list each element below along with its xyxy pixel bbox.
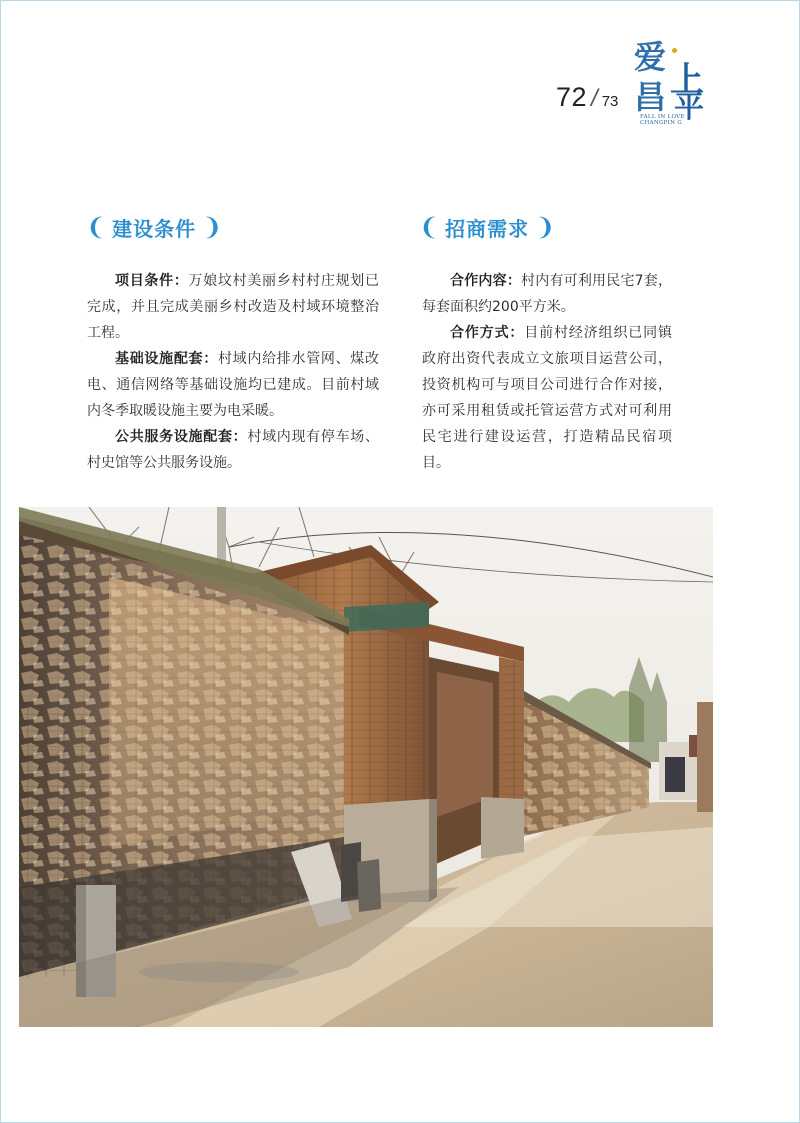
- paragraph-project-conditions: [87, 268, 379, 346]
- logo-english-line-1: FALL IN LOVE: [640, 114, 685, 120]
- bracket-right-icon: ❩: [535, 213, 556, 241]
- section-heading-conditions: [86, 212, 222, 242]
- logo-english: [640, 114, 685, 126]
- page-number-left: 72: [556, 82, 588, 112]
- bracket-left-icon: ❨: [86, 213, 107, 241]
- page-number: [556, 82, 618, 113]
- page-number-right: 73: [601, 93, 619, 110]
- paragraph-infrastructure: [87, 346, 379, 424]
- photo-illustration: [19, 507, 713, 1027]
- paragraph-cooperation-method: [422, 320, 672, 476]
- logo-english-line-2: CHANGPIN G: [640, 120, 683, 126]
- bracket-left-icon: ❨: [419, 213, 440, 241]
- paragraph-text: 村域内给排水管网、煤改电、通信网络等基础设施均已建成。目前村域内冬季取暖设施主要为电采暖。: [87, 351, 380, 419]
- section-title: 建设条件: [112, 216, 197, 241]
- bracket-right-icon: ❩: [202, 213, 223, 241]
- brand-logo: [634, 30, 716, 126]
- paragraph-text: 村内有可利用民宅7套，每套面积约200平方米。: [422, 273, 672, 315]
- logo-char-2: 上: [670, 60, 704, 100]
- logo-char-3: 昌: [634, 78, 667, 116]
- paragraph-public-services: [87, 424, 379, 476]
- paragraph-label: 合作内容：: [450, 273, 522, 289]
- page-number-separator: /: [591, 85, 598, 112]
- section-heading-investment: [419, 212, 555, 242]
- paragraph-text: 目前村经济组织已同镇政府出资代表成立文旅项目运营公司，投资机构可与项目公司进行合作对接，亦可采用租赁或托管运营方式对可利用民宅进行建设运营，打造精品民宿项目。: [422, 325, 673, 471]
- paragraph-cooperation-content: [422, 268, 672, 320]
- right-column: [422, 268, 672, 476]
- section-title: 招商需求: [445, 216, 530, 241]
- logo-char-1: 爱: [634, 38, 667, 76]
- village-wall-photo: [19, 507, 713, 1027]
- paragraph-label: 公共服务设施配套：: [115, 429, 248, 445]
- paragraph-text: 村域内现有停车场、村史馆等公共服务设施。: [87, 429, 380, 471]
- paragraph-label: 项目条件：: [115, 273, 189, 289]
- paragraph-label: 基础设施配套：: [115, 351, 218, 367]
- paragraph-label: 合作方式：: [450, 325, 525, 341]
- logo-char-4: 平: [674, 90, 704, 125]
- paragraph-text: 万娘坟村美丽乡村村庄规划已完成，并且完成美丽乡村改造及村域环境整治工程。: [87, 273, 380, 341]
- left-column: [87, 268, 379, 476]
